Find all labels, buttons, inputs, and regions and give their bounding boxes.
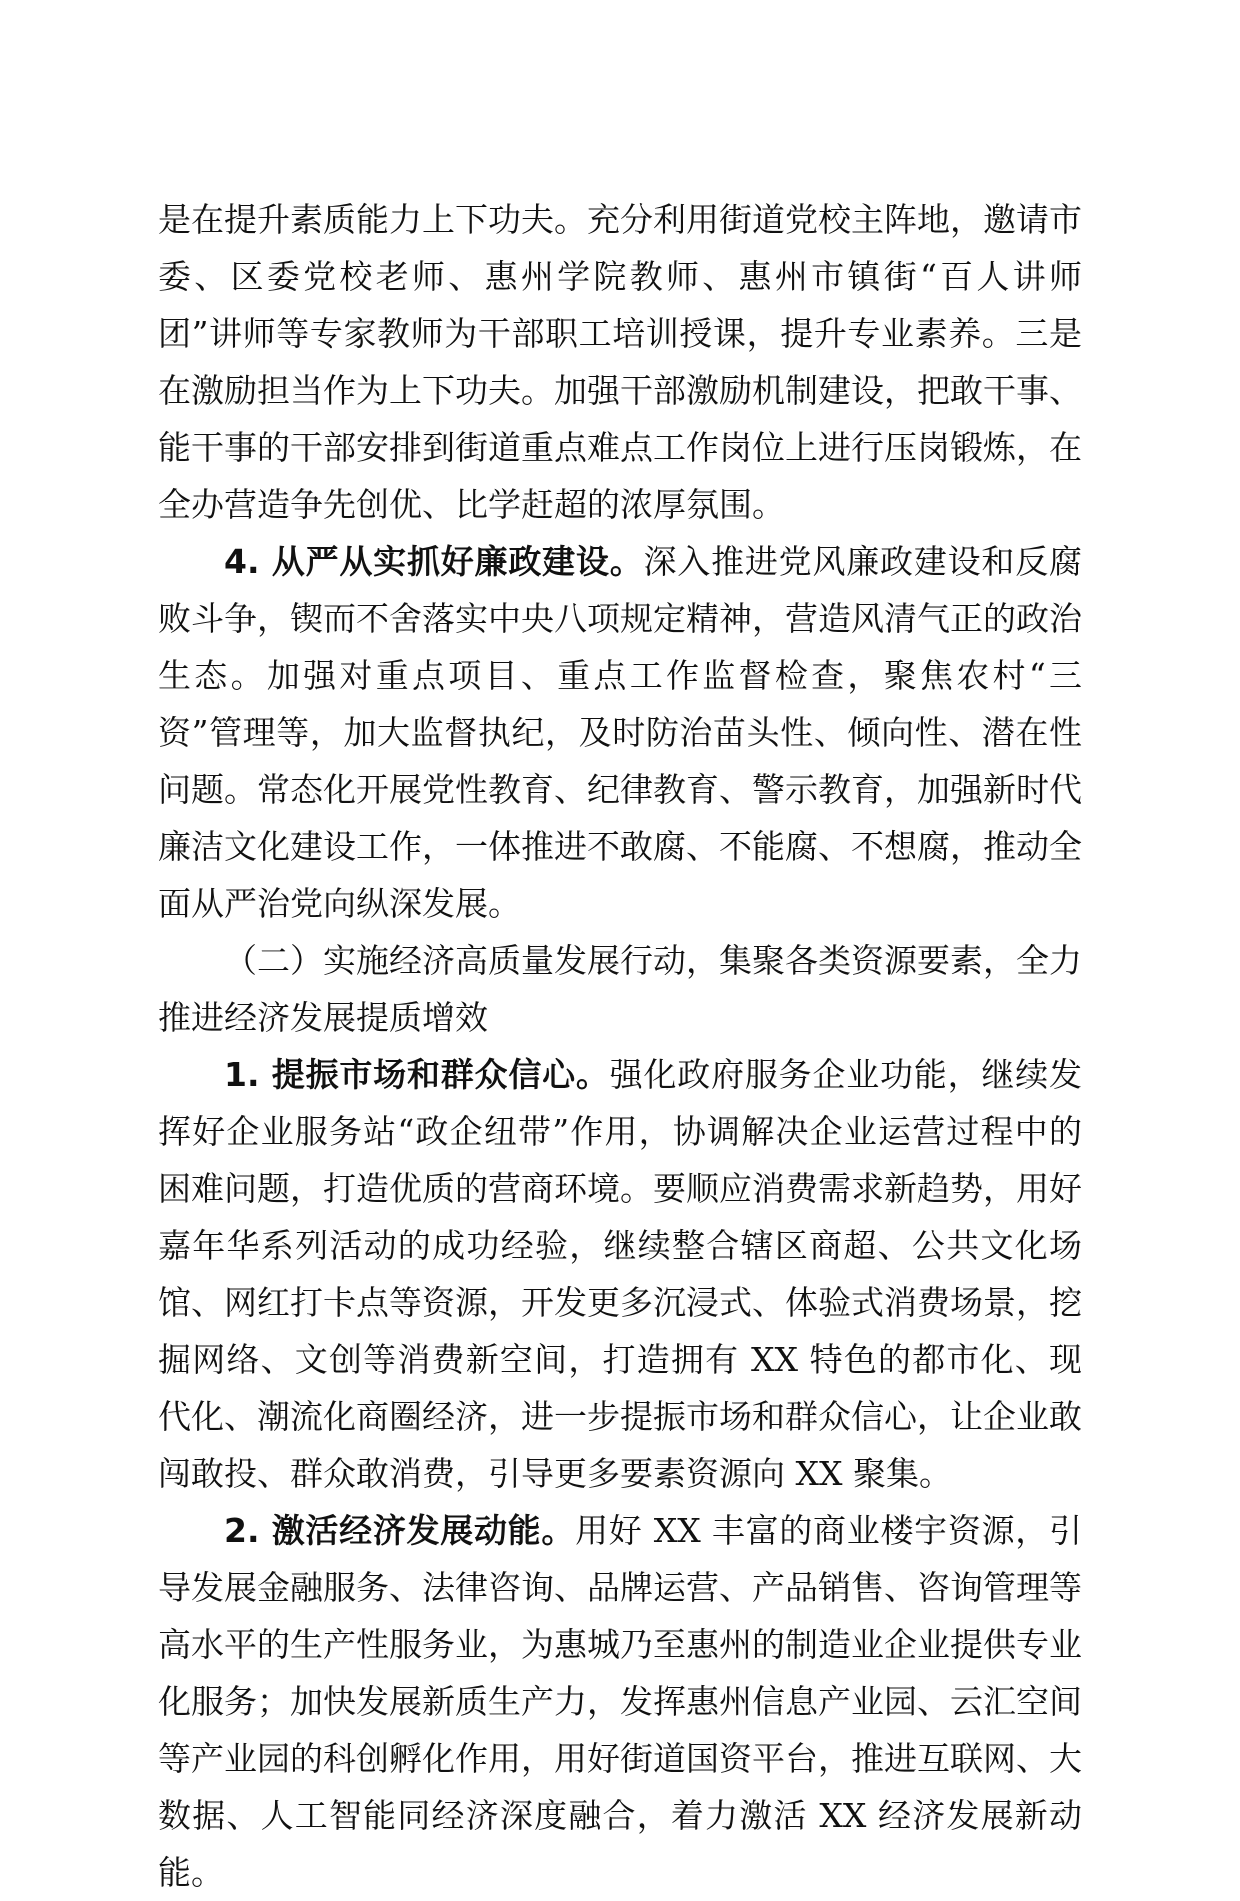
- paragraph-heading: 1. 提振市场和群众信心。: [224, 1055, 610, 1094]
- paragraph-text: 用好 XX 丰富的商业楼宇资源，引导发展金融服务、法律咨询、品牌运营、产品销售、咨询管理等高水平的生产性服务业，为惠城乃至惠州的制造业企业提供专业化服务；加快发展新质生产力，发挥惠州信息产业园、云汇空间等产业园的科创孵化作用，用好街道国资平台，推进互联网、大数据、人工智能同经济深度融合，着力激活 XX 经济发展新动能。: [158, 1511, 1082, 1892]
- document-body: [158, 191, 1082, 1901]
- paragraph-continuation: [158, 191, 1082, 533]
- paragraph-economic-momentum: [158, 1502, 1082, 1901]
- paragraph-text: 深入推进党风廉政建设和反腐败斗争，锲而不舍落实中央八项规定精神，营造风清气正的政治生态。加强对重点项目、重点工作监督检查，聚焦农村“三资”管理等，加大监督执纪，及时防治苗头性、倾向性、潜在性问题。常态化开展党性教育、纪律教育、警示教育，加强新时代廉洁文化建设工作，一体推进不敢腐、不能腐、不想腐，推动全面从严治党向纵深发展。: [158, 542, 1083, 923]
- section-heading: [158, 932, 1082, 1046]
- paragraph-text: 强化政府服务企业功能，继续发挥好企业服务站“政企纽带”作用，协调解决企业运营过程中的困难问题，打造优质的营商环境。要顺应消费需求新趋势，用好嘉年华系列活动的成功经验，继续整合辖区商超、公共文化场馆、网红打卡点等资源，开发更多沉浸式、体验式消费场景，挖掘网络、文创等消费新空间，打造拥有 XX 特色的都市化、现代化、潮流化商圈经济，进一步提振市场和群众信心，让企业敢闯敢投、群众敢消费，引导更多要素资源向 XX 聚集。: [158, 1055, 1082, 1493]
- paragraph-heading: 4. 从严从实抓好廉政建设。: [224, 542, 644, 581]
- paragraph-text: 是在提升素质能力上下功夫。充分利用街道党校主阵地，邀请市委、区委党校老师、惠州学院教师、惠州市镇街“百人讲师团”讲师等专家教师为干部职工培训授课，提升专业素养。三是在激励担当作为上下功夫。加强干部激励机制建设，把敢干事、能干事的干部安排到街道重点难点工作岗位上进行压岗锻炼，在全办营造争先创优、比学赶超的浓厚氛围。: [158, 200, 1082, 524]
- paragraph-market-confidence: [158, 1046, 1082, 1502]
- paragraph-clean-governance: [158, 533, 1082, 932]
- paragraph-heading: 2. 激活经济发展动能。: [224, 1511, 576, 1550]
- section-heading-text: （二）实施经济高质量发展行动，集聚各类资源要素，全力推进经济发展提质增效: [158, 941, 1082, 1037]
